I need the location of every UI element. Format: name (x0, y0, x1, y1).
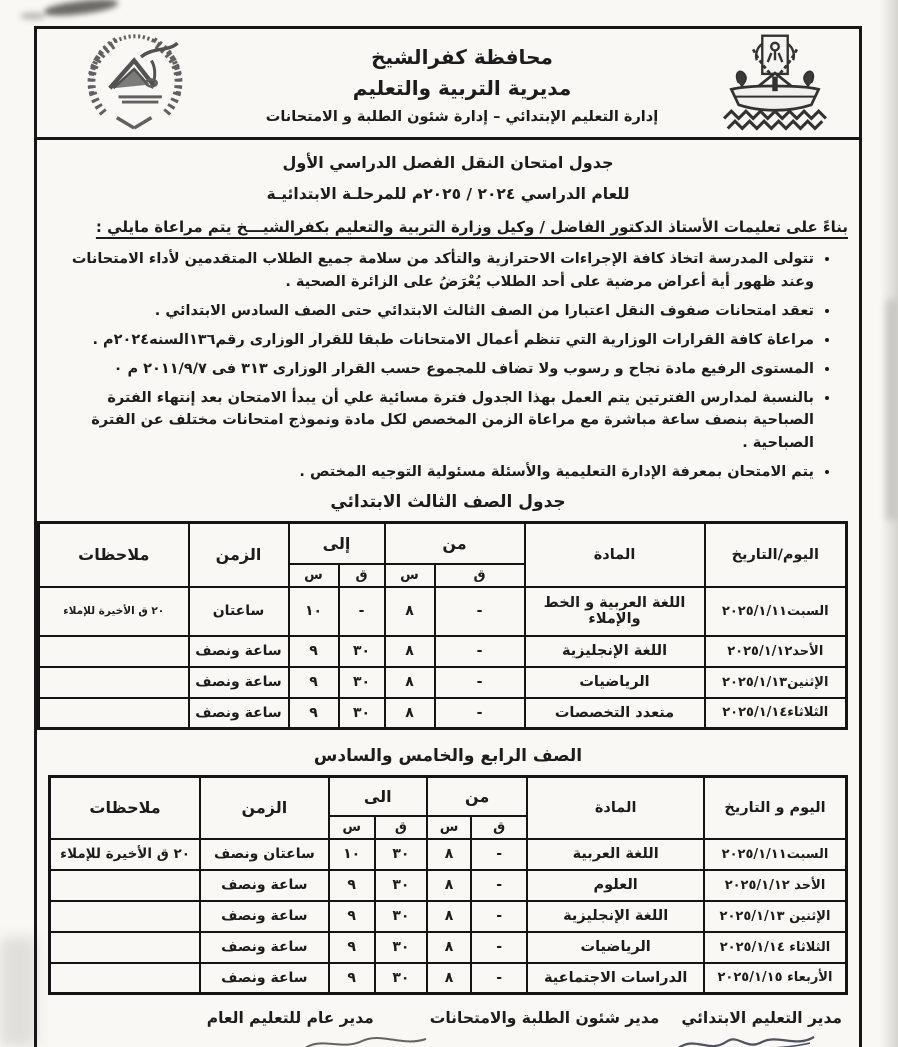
duration-cell: ساعة ونصف (189, 636, 289, 667)
to-hours-cell: ١٠ (289, 587, 339, 636)
col-from-header: من (385, 523, 525, 564)
governorate-name: محافظة كفرالشيخ (371, 45, 553, 69)
instruction-bullet: • بالنسبة لمدارس الفترتين يتم العمل بهذا الجدول فترة مسائية علي أن يبدأ الامتحان بعد إنتهاء الفترة الصباحية بنصف ساعة مباشرة مع مراعاة الزمن المخصص لكل مادة ونموذج امتحانات مختلف عن الفترة الصباحية . (48, 387, 814, 456)
subject-cell: اللغة العربية (527, 839, 704, 870)
from-hours-cell: ٨ (427, 932, 471, 963)
from-minutes-cell: - (471, 963, 527, 994)
students-affairs-director-signature-label: مدير شئون الطلبة والامتحانات (429, 1009, 660, 1028)
duration-cell: ساعة ونصف (200, 870, 328, 901)
instructions-intro: بناءً على تعليمات الأستاذ الدكتور الفاضل / وكيل وزارة التربية والتعليم بكفرالشيـــخ يتم مراعاة مايلي : (95, 218, 848, 236)
document-body (37, 153, 859, 1027)
sub-hours-header: س (329, 816, 375, 839)
subject-cell: اللغة العربية و الخط والإملاء (525, 587, 705, 636)
primary-education-director-signature-label: مدير التعليم الابتدائي (681, 1009, 842, 1028)
to-minutes-cell: ٣٠ (375, 901, 427, 932)
exam-schedule-title: جدول امتحان النقل الفصل الدراسي الأول (282, 153, 614, 172)
from-minutes-cell: - (471, 839, 527, 870)
scan-edge-shadow (880, 0, 898, 1047)
from-hours-cell: ٨ (427, 870, 471, 901)
scan-smudge (0, 937, 36, 1047)
to-minutes-cell: ٣٠ (375, 839, 427, 870)
sub-hours-header: س (385, 564, 435, 587)
from-hours-cell: ٨ (385, 698, 435, 729)
from-hours-cell: ٨ (385, 636, 435, 667)
col-time-header: الزمن (189, 523, 289, 587)
academic-year-line: للعام الدراسي ٢٠٢٤ / ٢٠٢٥م للمرحلـة الابتدائيـة (266, 185, 630, 203)
scan-smudge (886, 300, 896, 520)
duration-cell: ساعتان ونصف (200, 839, 328, 870)
sub-hours-header: س (427, 816, 471, 839)
grades456-table-title: الصف الرابع والخامس والسادس (313, 746, 583, 767)
exam-row (39, 636, 847, 667)
col-to-header: إلى (289, 523, 385, 564)
instruction-bullet: • يتم الامتحان بمعرفة الإدارة التعليمية والأسئلة مسئولية التوجيه المختص . (48, 461, 814, 484)
instruction-bullet: • المستوى الرفيع مادة نجاح و رسوب ولا تضاف للمجموع حسب القرار الوزارى ٣١٣ فى ٢٠١١/٩/٧ م ٠ (48, 358, 814, 381)
exam-row (50, 963, 847, 994)
notes-cell: ٢٠ ق الأخيرة للإملاء (39, 587, 189, 636)
from-minutes-cell: - (435, 667, 525, 698)
from-hours-cell: ٨ (427, 901, 471, 932)
notes-cell (39, 667, 189, 698)
to-minutes-cell: - (339, 587, 385, 636)
boat-emblem-icon (691, 33, 859, 133)
duration-cell: ساعة ونصف (200, 901, 328, 932)
exam-row (50, 901, 847, 932)
general-education-director-signature-label: مدير عام للتعليم العام (206, 1009, 374, 1028)
sub-minutes-header: ق (435, 564, 525, 587)
to-minutes-cell: ٣٠ (375, 932, 427, 963)
exam-row (39, 667, 847, 698)
exam-date-cell: السبت٢٠٢٥/١/١١ (704, 839, 847, 870)
exam-row (50, 839, 847, 870)
to-hours-cell: ٩ (289, 667, 339, 698)
to-minutes-cell: ٣٠ (375, 963, 427, 994)
exam-date-cell: السبت٢٠٢٥/١/١١ (705, 587, 847, 636)
signatures-footer (48, 1009, 848, 1027)
scan-smudge (20, 12, 46, 20)
sub-minutes-header: ق (375, 816, 427, 839)
grades456-exam-table (48, 775, 848, 995)
subject-cell: الرياضيات (527, 932, 704, 963)
from-minutes-cell: - (435, 698, 525, 729)
instruction-bullet: • تعقد امتحانات صفوف النقل اعتبارا من الصف الثالث الابتدائي حتى الصف السادس الابتدائي . (48, 300, 814, 323)
subject-cell: اللغة الإنجليزية (527, 901, 704, 932)
exam-row (50, 932, 847, 963)
exam-date-cell: الإثنين٢٠٢٥/١/١٣ (705, 667, 847, 698)
instruction-list (48, 248, 848, 484)
administration-name: إدارة التعليم الإبتدائي – إدارة شئون الطلبة و الامتحانات (265, 109, 659, 125)
to-hours-cell: ٩ (329, 901, 375, 932)
from-hours-cell: ٨ (385, 667, 435, 698)
subject-cell: متعدد التخصصات (525, 698, 705, 729)
notes-cell (39, 698, 189, 729)
notes-cell (39, 636, 189, 667)
exam-date-cell: الأحد٢٠٢٥/١/١٢ (705, 636, 847, 667)
exam-row (39, 587, 847, 636)
from-hours-cell: ٨ (427, 963, 471, 994)
subject-cell: العلوم (527, 870, 704, 901)
subject-cell: الدراسات الاجتماعية (527, 963, 704, 994)
instruction-bullet: • تتولى المدرسة اتخاذ كافة الإجراءات الاحترازية والتأكد من سلامة جميع الطلاب المتقدمين لأداء الامتحانات وعند ظهور أية أعراض مرضية على أحد الطلاب يُعْرَضُ على الزائرة الصحية . (48, 248, 814, 294)
to-hours-cell: ٩ (329, 963, 375, 994)
notes-cell (50, 870, 201, 901)
to-minutes-cell: ٣٠ (339, 667, 385, 698)
document-header (37, 29, 859, 140)
from-hours-cell: ٨ (427, 839, 471, 870)
header-org-lines (233, 41, 691, 125)
wreath-emblem-icon (37, 31, 233, 135)
to-hours-cell: ٩ (289, 636, 339, 667)
directorate-name: مديرية التربية والتعليم (352, 76, 572, 100)
exam-row (50, 870, 847, 901)
exam-date-cell: الثلاثاء٢٠٢٥/١/١٤ (705, 698, 847, 729)
col-subject-header: المادة (527, 777, 704, 839)
exam-date-cell: الأربعاء ٢٠٢٥/١/١٥ (704, 963, 847, 994)
col-time-header: الزمن (200, 777, 328, 839)
duration-cell: ساعة ونصف (189, 698, 289, 729)
from-hours-cell: ٨ (385, 587, 435, 636)
notes-cell (50, 932, 201, 963)
exam-date-cell: الثلاثاء ٢٠٢٥/١/١٤ (704, 932, 847, 963)
to-hours-cell: ١٠ (329, 839, 375, 870)
education-directorate-wreath-emblem-svg (60, 31, 210, 135)
sub-minutes-header: ق (339, 564, 385, 587)
to-minutes-cell: ٣٠ (375, 870, 427, 901)
notes-cell (50, 901, 201, 932)
from-minutes-cell: - (471, 870, 527, 901)
to-minutes-cell: ٣٠ (339, 698, 385, 729)
notes-cell: ٢٠ ق الأخيرة للإملاء (50, 839, 201, 870)
col-from-header: من (427, 777, 527, 816)
exam-date-cell: الأحد ٢٠٢٥/١/١٢ (704, 870, 847, 901)
col-day-header: اليوم/التاريخ (705, 523, 847, 587)
sub-hours-header: س (289, 564, 339, 587)
col-day-header: اليوم و التاريخ (704, 777, 847, 839)
subject-cell: الرياضيات (525, 667, 705, 698)
document-frame (34, 26, 862, 1047)
handwritten-signature-icon (670, 1030, 820, 1047)
duration-cell: ساعة ونصف (200, 932, 328, 963)
sub-minutes-header: ق (471, 816, 527, 839)
instruction-bullet: • مراعاة كافة القرارات الوزارية التي تنظم أعمال الامتحانات طبقا للقرار الوزارى رقم١٣٦السنه٢٠٢٤م . (48, 329, 814, 352)
exam-row (39, 698, 847, 729)
duration-cell: ساعتان (189, 587, 289, 636)
subject-cell: اللغة الإنجليزية (525, 636, 705, 667)
to-minutes-cell: ٣٠ (339, 636, 385, 667)
grade3-table-title: جدول الصف الثالث الابتدائي (330, 492, 566, 513)
handwritten-signature-icon (300, 1034, 430, 1047)
duration-cell: ساعة ونصف (189, 667, 289, 698)
col-subject-header: المادة (525, 523, 705, 587)
grade3-exam-table (37, 521, 848, 730)
from-minutes-cell: - (435, 636, 525, 667)
from-minutes-cell: - (471, 932, 527, 963)
kafr-elsheikh-boat-emblem-svg (711, 33, 839, 133)
duration-cell: ساعة ونصف (200, 963, 328, 994)
col-notes-header: ملاحظات (50, 777, 201, 839)
notes-cell (50, 963, 201, 994)
from-minutes-cell: - (471, 901, 527, 932)
scan-smudge (43, 0, 118, 18)
to-hours-cell: ٩ (289, 698, 339, 729)
from-minutes-cell: - (435, 587, 525, 636)
col-to-header: الى (329, 777, 427, 816)
col-notes-header: ملاحظات (39, 523, 189, 587)
exam-date-cell: الإثنين ٢٠٢٥/١/١٣ (704, 901, 847, 932)
to-hours-cell: ٩ (329, 932, 375, 963)
to-hours-cell: ٩ (329, 870, 375, 901)
